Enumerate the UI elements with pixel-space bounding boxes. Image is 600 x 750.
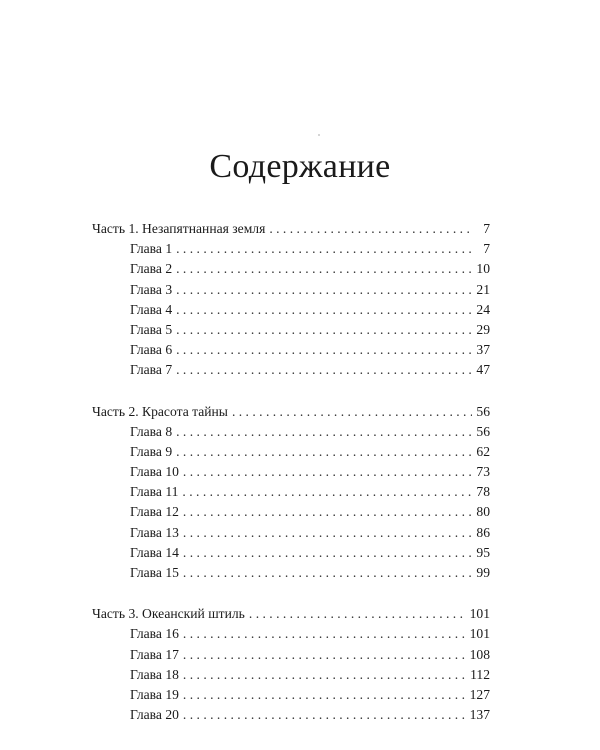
toc-page-number: 7 xyxy=(483,241,490,257)
toc-page-number: 101 xyxy=(469,626,490,642)
dot-leader xyxy=(176,340,472,360)
toc-chapter-label: Глава 19 xyxy=(130,686,179,702)
toc-section-part-3 xyxy=(92,604,490,725)
toc-chapter-label: Глава 17 xyxy=(130,646,179,662)
toc-chapter-entry xyxy=(92,563,490,583)
toc-chapter-entry xyxy=(92,645,490,665)
toc-page-number: 21 xyxy=(476,281,490,297)
toc-part-label: Часть 3. Океанский штиль xyxy=(92,606,245,622)
toc-chapter-label: Глава 20 xyxy=(130,707,179,723)
toc-chapter-entry xyxy=(92,360,490,380)
toc-chapter-label: Глава 18 xyxy=(130,666,179,682)
toc-chapter-entry xyxy=(92,300,490,320)
toc-chapter-label: Глава 15 xyxy=(130,565,179,580)
toc-page-number: 47 xyxy=(476,362,490,378)
toc-page-number: 62 xyxy=(476,443,490,459)
toc-chapter-entry xyxy=(92,482,490,502)
dot-leader xyxy=(269,219,472,239)
toc-chapter-entry xyxy=(92,259,490,279)
toc-page-number: 137 xyxy=(469,707,490,723)
dot-leader xyxy=(176,320,472,340)
toc-part-entry xyxy=(92,604,490,624)
toc-chapter-label: Глава 7 xyxy=(130,362,173,378)
dot-leader xyxy=(182,482,472,502)
dot-leader xyxy=(183,563,472,583)
toc-page-number: 95 xyxy=(476,544,490,560)
toc-page-number: 7 xyxy=(483,221,490,236)
toc-chapter-entry xyxy=(92,523,490,543)
dot-leader xyxy=(176,280,472,300)
dot-leader xyxy=(176,360,472,380)
toc-chapter-entry xyxy=(92,502,490,522)
toc-page-number: 86 xyxy=(476,524,490,540)
table-of-contents xyxy=(92,219,490,725)
dot-leader xyxy=(249,604,466,624)
toc-chapter-entry xyxy=(92,442,490,462)
toc-chapter-label: Глава 4 xyxy=(130,301,173,317)
toc-chapter-entry xyxy=(92,543,490,563)
dot-leader xyxy=(183,705,466,725)
dot-leader xyxy=(183,543,472,563)
toc-chapter-label: Глава 1 xyxy=(130,241,173,257)
dot-leader xyxy=(183,462,472,482)
toc-chapter-label: Глава 16 xyxy=(130,626,179,642)
toc-chapter-entry xyxy=(92,665,490,685)
toc-page-number: 56 xyxy=(476,403,490,419)
dot-leader xyxy=(183,624,466,644)
toc-page-number: 73 xyxy=(476,464,490,480)
toc-chapter-entry xyxy=(92,422,490,442)
dot-leader xyxy=(183,502,472,522)
dot-leader xyxy=(183,645,466,665)
toc-page-number: 80 xyxy=(476,504,490,520)
toc-chapter-label: Глава 12 xyxy=(130,504,179,520)
toc-page-number: 101 xyxy=(469,606,490,622)
toc-page-number: 127 xyxy=(469,686,490,702)
toc-chapter-label: Глава 10 xyxy=(130,464,179,480)
toc-chapter-entry xyxy=(92,340,490,360)
toc-page-number: 108 xyxy=(469,646,490,662)
toc-chapter-entry xyxy=(92,705,490,725)
paper-speck xyxy=(318,134,320,136)
toc-section-part-1 xyxy=(92,219,490,381)
dot-leader xyxy=(183,685,466,705)
toc-chapter-entry xyxy=(92,462,490,482)
toc-page-number: 37 xyxy=(476,342,490,358)
toc-chapter-entry xyxy=(92,280,490,300)
toc-section-part-2 xyxy=(92,402,490,584)
page-title: Содержание xyxy=(209,148,391,185)
toc-part-label: Часть 2. Красота тайны xyxy=(92,403,228,419)
toc-part-entry xyxy=(92,402,490,422)
toc-page-number: 24 xyxy=(476,301,490,317)
dot-leader xyxy=(176,442,472,462)
dot-leader xyxy=(183,523,472,543)
toc-chapter-label: Глава 5 xyxy=(130,321,173,337)
dot-leader xyxy=(183,665,466,685)
dot-leader xyxy=(232,402,472,422)
dot-leader xyxy=(176,300,472,320)
toc-page-number: 99 xyxy=(476,565,490,580)
toc-page-number: 10 xyxy=(476,261,490,277)
toc-chapter-label: Глава 13 xyxy=(130,524,179,540)
toc-page-number: 29 xyxy=(476,321,490,337)
toc-part-label: Часть 1. Незапятнанная земля xyxy=(92,221,266,236)
toc-chapter-entry xyxy=(92,320,490,340)
dot-leader xyxy=(176,259,472,279)
toc-chapter-label: Глава 3 xyxy=(130,281,173,297)
toc-page-number: 78 xyxy=(476,484,490,500)
toc-chapter-entry xyxy=(92,624,490,644)
toc-chapter-label: Глава 14 xyxy=(130,544,179,560)
toc-chapter-label: Глава 9 xyxy=(130,443,173,459)
toc-chapter-label: Глава 11 xyxy=(130,484,179,500)
toc-chapter-entry xyxy=(92,239,490,259)
toc-chapter-entry xyxy=(92,685,490,705)
toc-chapter-label: Глава 8 xyxy=(130,423,173,439)
toc-chapter-label: Глава 6 xyxy=(130,342,173,358)
toc-page-number: 112 xyxy=(470,666,490,682)
toc-page-number: 56 xyxy=(476,423,490,439)
dot-leader xyxy=(176,239,472,259)
toc-chapter-label: Глава 2 xyxy=(130,261,173,277)
toc-part-entry xyxy=(92,219,490,239)
dot-leader xyxy=(176,422,472,442)
